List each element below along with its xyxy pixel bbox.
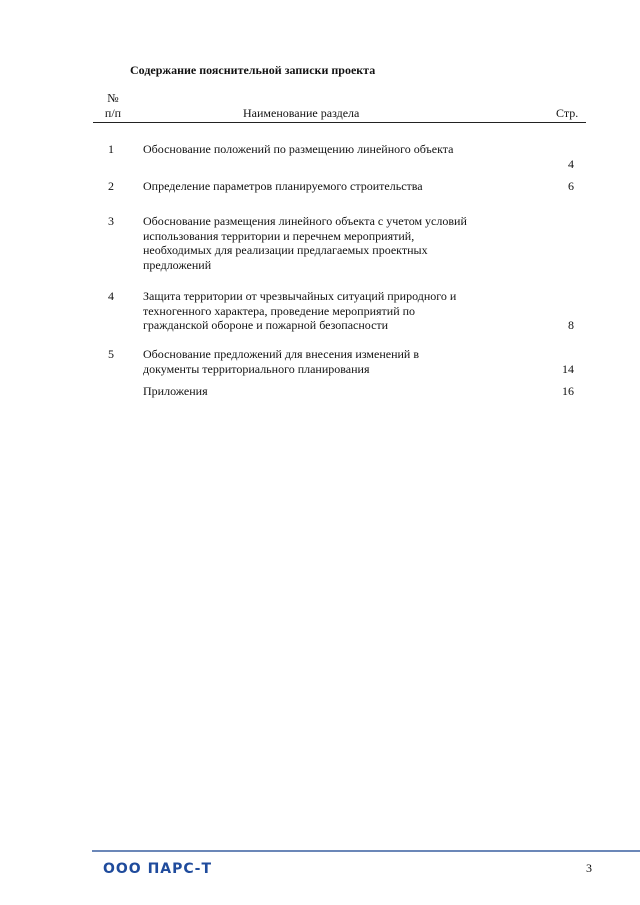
page-number: 3 <box>586 861 592 875</box>
column-header-page: Стр. <box>556 106 579 120</box>
row-number: 4 <box>108 289 114 303</box>
row-number: 5 <box>108 347 114 361</box>
column-header-name: Наименование раздела <box>243 106 360 120</box>
number-sign: № <box>107 91 119 105</box>
row-page: 8 <box>568 318 574 332</box>
company-logo: ООО ПАРС-Т <box>103 861 213 877</box>
row-number: 1 <box>108 142 114 156</box>
row-title: Приложения <box>143 384 208 398</box>
row-title: Обоснование положений по размещению линейного объекта <box>143 142 454 156</box>
row-number: 3 <box>108 214 114 228</box>
row-page: 4 <box>568 157 574 171</box>
document-title: Содержание пояснительной записки проекта <box>130 63 376 77</box>
row-page: 6 <box>568 179 574 193</box>
header-rule <box>93 122 586 123</box>
row-page: 16 <box>562 384 574 398</box>
row-page: 14 <box>562 362 574 376</box>
number-label: п/п <box>104 106 122 120</box>
row-title: Обоснование размещения линейного объекта с учетом условий использования территории и перечнем мероприятий, необходимых для реализации предлагаемых проектных предложений <box>143 214 467 273</box>
row-number: 2 <box>108 179 114 193</box>
row-title: Защита территории от чрезвычайных ситуаций природного и техногенного характера, проведение мероприятий по гражданской обороне и пожарной безопасности <box>143 289 457 333</box>
column-header-number <box>99 91 127 121</box>
row-title: Обоснование предложений для внесения изменений в документы территориального планирования <box>143 347 420 376</box>
footer-rule <box>92 850 640 852</box>
row-title: Определение параметров планируемого строительства <box>143 179 423 193</box>
